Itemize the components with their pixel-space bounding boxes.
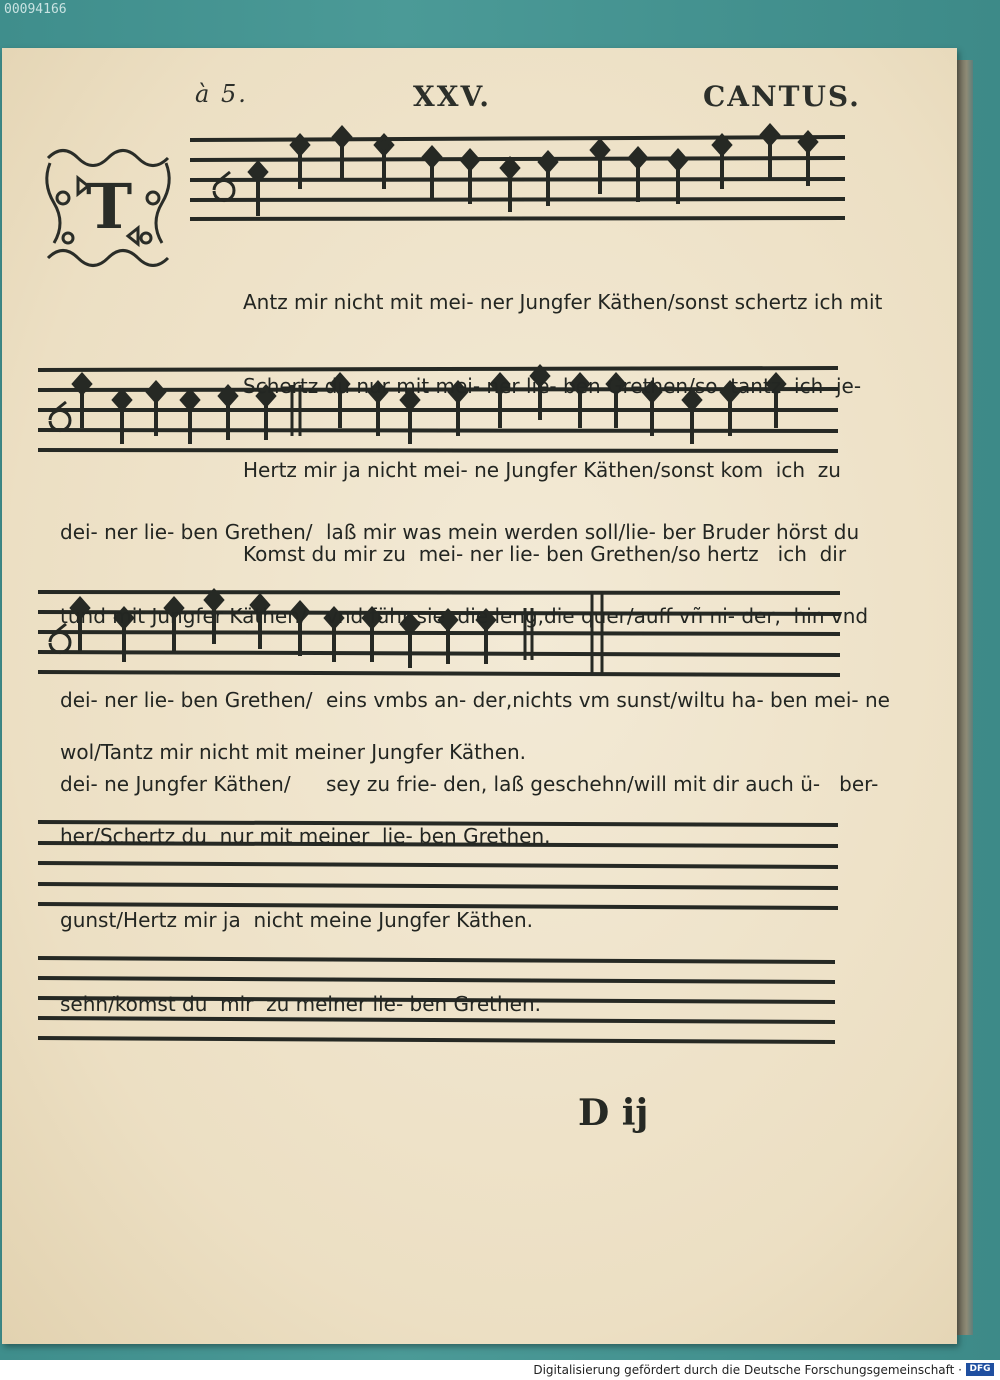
lyric-line: gunst/Hertz mir ja nicht meine Jungfer Käthen. [60, 908, 533, 932]
staff-1 [190, 137, 845, 219]
note-head [114, 391, 130, 409]
note-head [670, 151, 686, 169]
song-number: XXV. [413, 80, 492, 113]
lyric-line: eins vmbs an- der,nichts vm sunst/wiltu ha- ben mei- ne [326, 688, 890, 712]
signature-mark: D ij [578, 1092, 649, 1134]
note-head [334, 128, 350, 146]
footer-credit: Digitalisierung gefördert durch die Deutsche Forschungsgemeinschaft · [533, 1363, 962, 1377]
lyric-line: dei- ner lie- ben Grethen/ [60, 688, 313, 712]
dfg-logo: DFG [966, 1363, 994, 1376]
note-head [540, 153, 556, 171]
note-head [182, 391, 198, 409]
lyric-line: dei- ner lie- ben Grethen/ [60, 520, 313, 544]
note-head [462, 151, 478, 169]
lyric-line: vnd führ sie die leng,die quer/auff vñ ni- der, hin vnd [326, 604, 869, 628]
lyrics-system-3 [60, 682, 551, 1046]
lyric-line: her/Schertz du nur mit meiner lie- ben Grethen. [60, 824, 551, 848]
lyric-line: sey zu frie- den, laß geschehn/will mit dir auch ü- ber- [326, 772, 879, 796]
note-head [502, 159, 518, 177]
lyric-line: wol/Tantz mir nicht mit meiner Jungfer Käthen. [60, 740, 527, 764]
lyric-line: Antz mir nicht mit mei- ner Jungfer Käthen/sonst schertz ich mit [243, 290, 883, 314]
note-head [424, 148, 440, 166]
note-head [148, 383, 164, 401]
note-head [762, 126, 778, 144]
voice-count-mark: à 5. [195, 80, 248, 108]
lyric-line: laß mir was mein werden soll/lie- ber Bruder hörst du [326, 520, 860, 544]
lyric-line: Schertz du nur mit mei- ner lie- ben Grethen/so tantz ich je- [243, 374, 862, 398]
initial-letter: T [86, 170, 133, 243]
lyric-line: sehn/komst du mir zu meiner lie- ben Grethen. [60, 992, 541, 1016]
note-head [592, 141, 608, 159]
lyric-line: Komst du mir zu mei- ner lie- ben Grethen/so hertz ich dir [243, 542, 847, 566]
lyric-line: dei- ne Jungfer Käthen/ [60, 772, 291, 796]
lyric-line: tund mit Jungfer Käthen/ [60, 604, 307, 628]
voice-part-title: CANTUS. [703, 80, 861, 113]
lyric-line: Hertz mir ja nicht mei- ne Jungfer Käthen/sonst kom ich zu [243, 458, 841, 482]
note-head [630, 149, 646, 167]
scan-id: 00094166 [4, 2, 67, 17]
